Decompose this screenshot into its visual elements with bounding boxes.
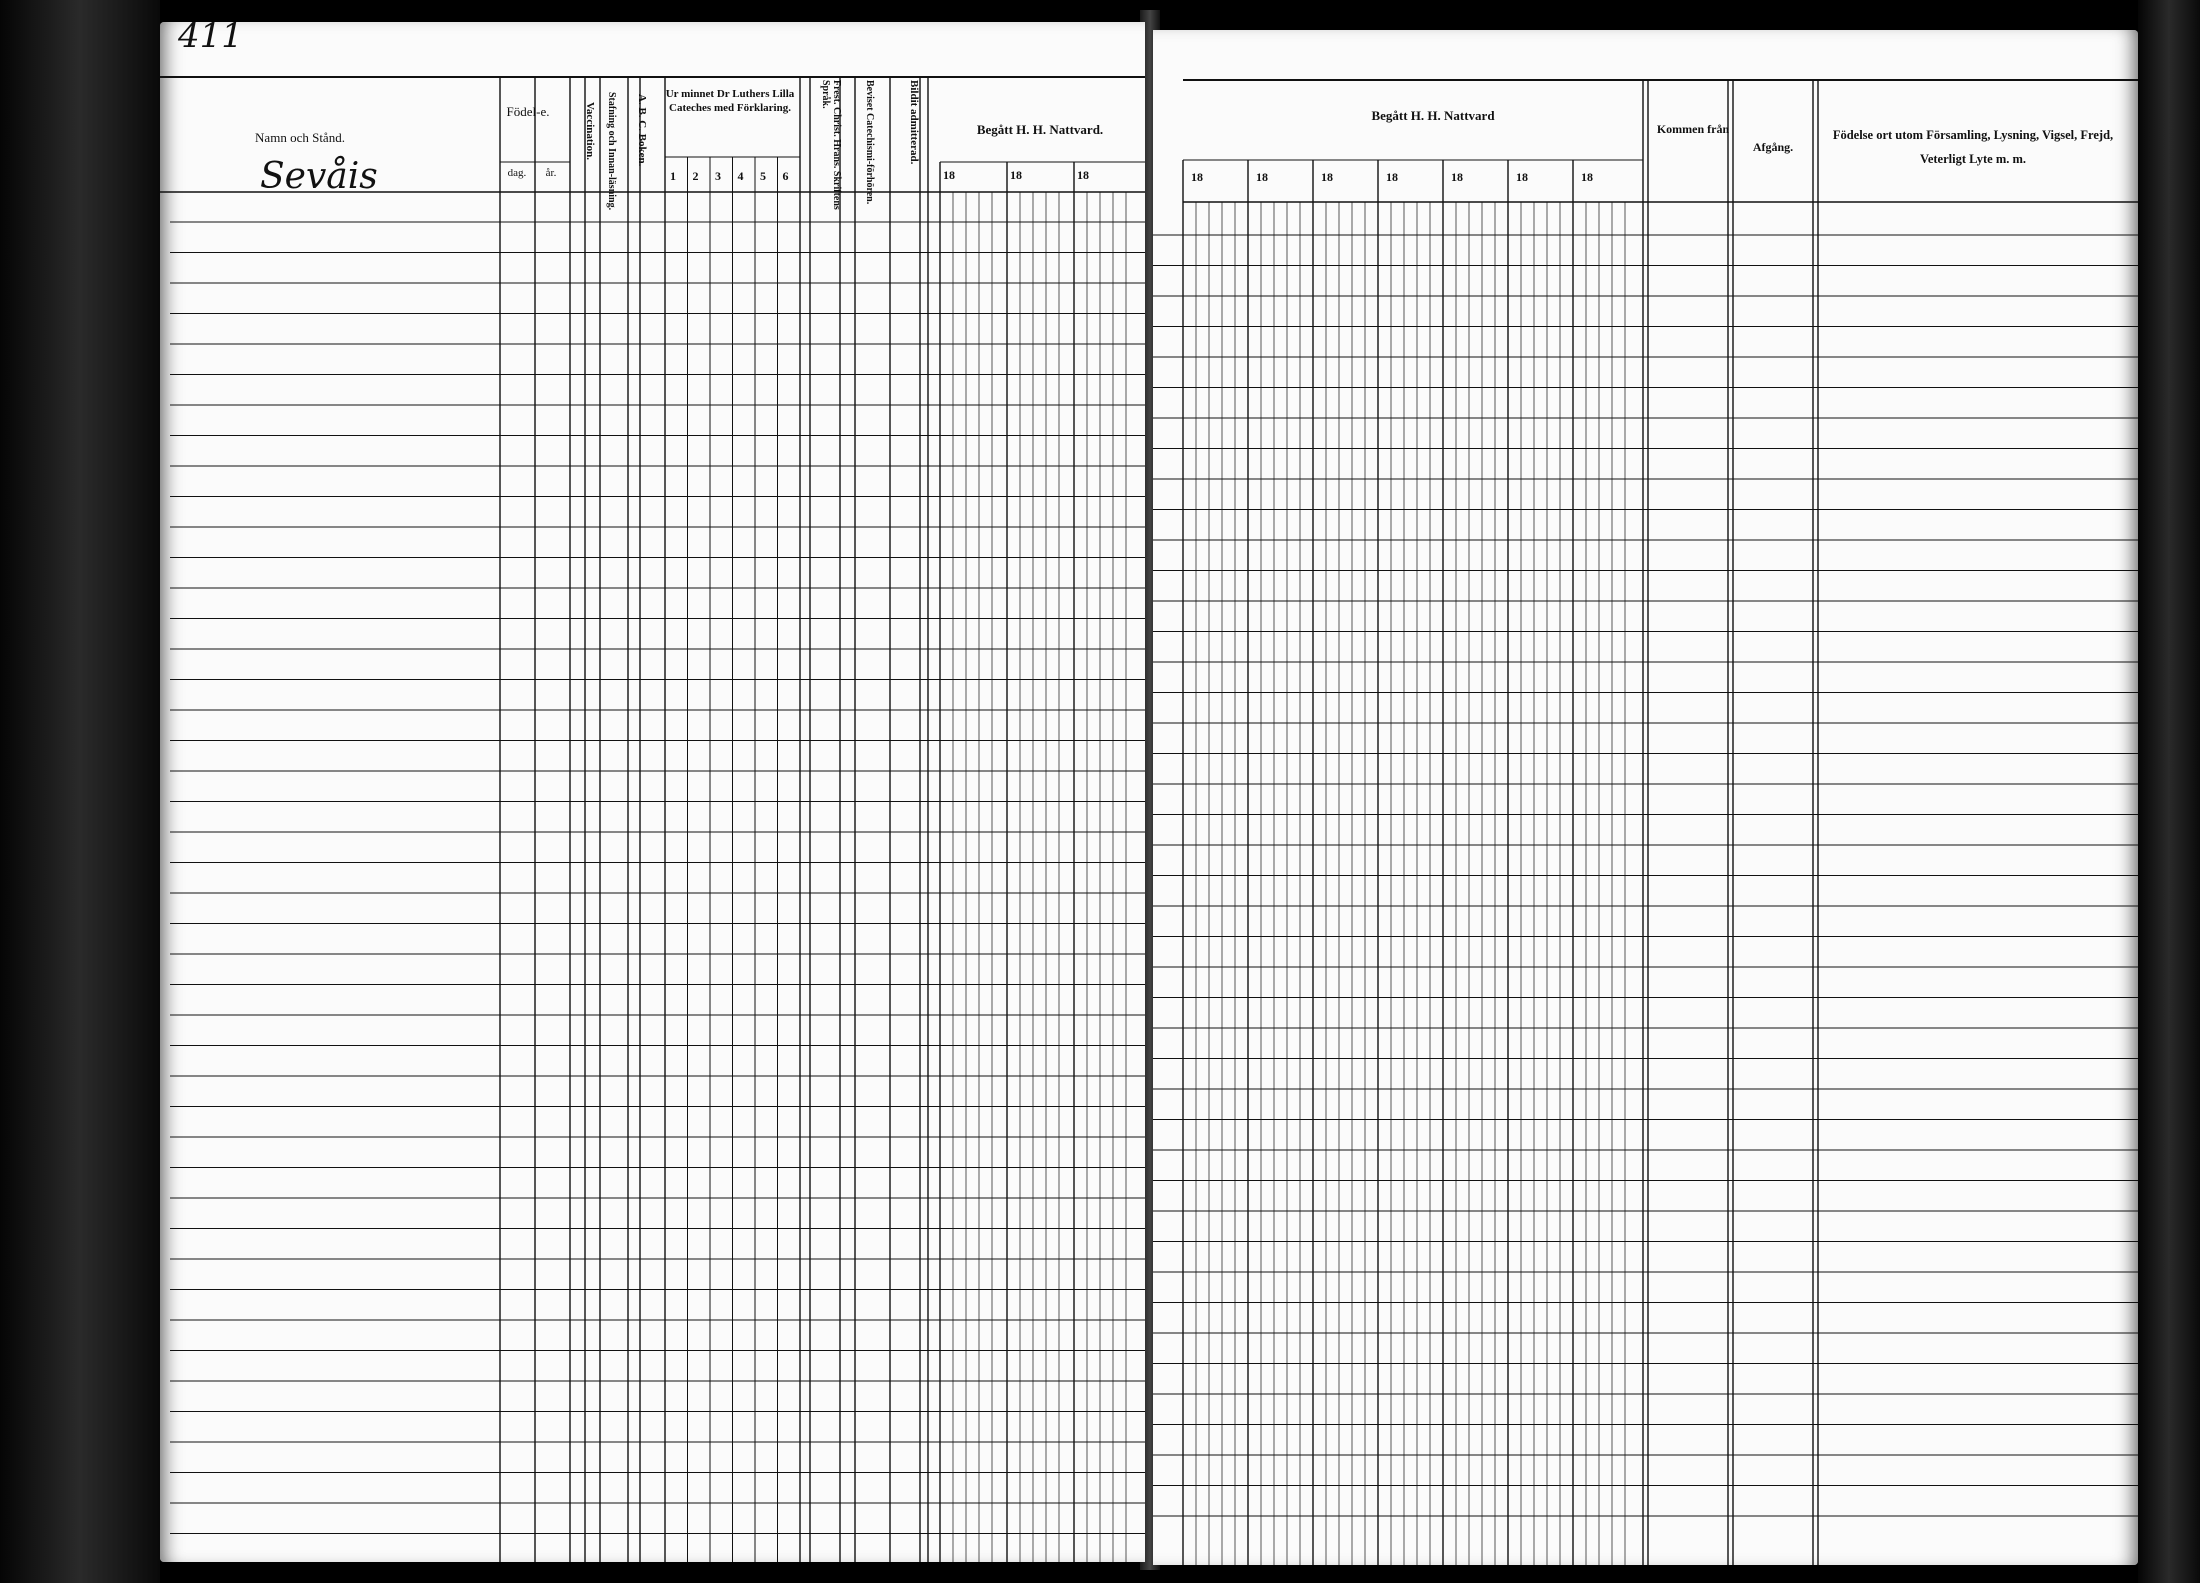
departure-header: Afgång. [1752,140,1794,154]
scan-border-right [2138,0,2200,1583]
communion-header-left: Begått H. H. Nattvard. [976,122,1104,137]
year-prefix: 18 [1010,168,1022,182]
luther-section-number: 5 [760,169,766,183]
admitted-header: Bildit admitterad. [908,80,921,165]
year-prefix: 18 [1191,170,1203,184]
year-prefix: 18 [1256,170,1268,184]
scan-border-left [0,0,160,1583]
year-prefix: 18 [943,168,955,182]
birth-year-header: år. [545,167,557,179]
year-prefix: 18 [1386,170,1398,184]
ledger-grid-right [1153,30,2138,1565]
birth-day-header: dag. [507,167,527,179]
luther-section-number: 6 [782,169,789,183]
year-prefix: 18 [1451,170,1463,184]
communion-header-right: Begått H. H. Nattvard [1371,108,1495,123]
luther-section-number: 4 [737,169,744,183]
christ-header: Frest. Christ. Hrans. Skriftens Språk. [820,80,842,210]
notes-header: Födelse ort utom Församling, Lysning, Vigsel, Frejd, Veterligt Lyte m. m. [1832,128,2114,166]
from-header: Kommen från [1656,122,1730,136]
luther-section-number: 1 [670,169,676,183]
page-number: 411 [178,22,243,56]
luther-section-number: 2 [692,169,699,183]
reading-header: Stafning och Innan-läsning. [606,92,617,211]
ledger-page-left [160,22,1145,1562]
ledger-page-right [1153,30,2138,1565]
name-column-header: Namn och Stånd. [255,130,345,145]
handwritten-place-name: Sevåis [260,156,378,197]
abc-book-header: A. B. C. Boken. [636,94,649,167]
catechism-hearing-header: Beviset Catechismi-förhören. [864,80,875,205]
luther-catechism-header: Ur minnet Dr Luthers Lilla Cateches med Förklaring. [665,88,795,114]
year-prefix: 18 [1321,170,1333,184]
ledger-grid-left [160,22,1145,1562]
luther-section-number: 3 [715,169,721,183]
birth-column-header: Födel-e. [506,104,550,119]
year-prefix: 18 [1516,170,1528,184]
year-prefix: 18 [1581,170,1593,184]
vaccination-header: Vaccination. [584,102,597,160]
year-prefix: 18 [1077,168,1089,182]
